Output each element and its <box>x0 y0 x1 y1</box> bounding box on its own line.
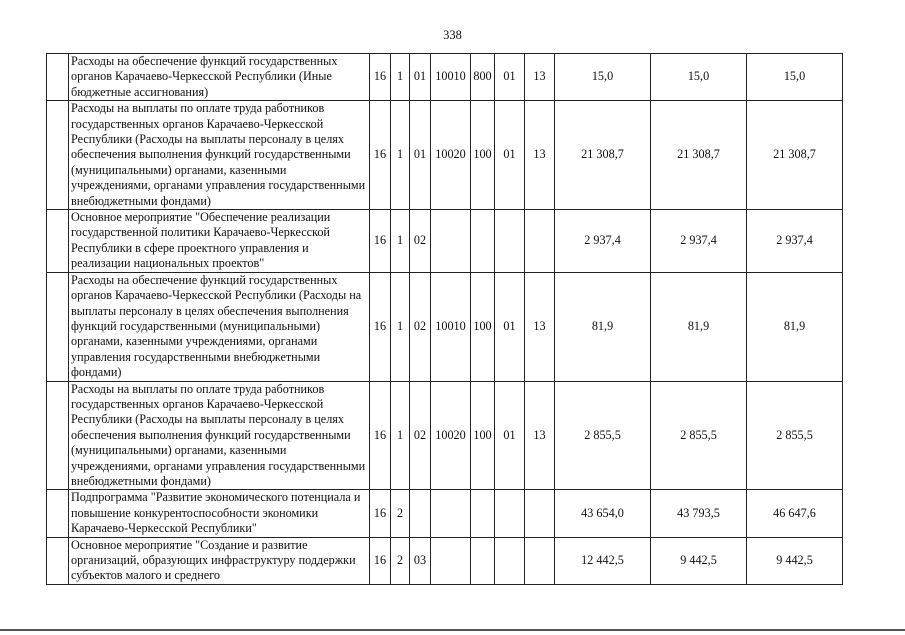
amount-cell-v1: 12 442,5 <box>555 537 651 584</box>
description-cell: Подпрограмма "Развитие экономического потенциала и повышение конкурентоспособности экономики Карачаево-Черкесской Республики" <box>69 490 370 537</box>
code-cell-c6 <box>495 210 525 273</box>
blank-cell <box>47 101 69 210</box>
code-cell-c7 <box>525 537 555 584</box>
code-cell-c3: 02 <box>410 272 431 381</box>
amount-cell-v1: 43 654,0 <box>555 490 651 537</box>
code-cell-c1: 16 <box>370 537 391 584</box>
code-cell-c5: 100 <box>471 381 495 490</box>
code-cell-c2: 2 <box>391 537 410 584</box>
amount-cell-v3: 2 855,5 <box>747 381 843 490</box>
bottom-rule <box>0 629 905 631</box>
code-cell-c4 <box>431 210 471 273</box>
amount-cell-v3: 15,0 <box>747 54 843 101</box>
code-cell-c3 <box>410 490 431 537</box>
code-cell-c2: 1 <box>391 54 410 101</box>
code-cell-c2: 1 <box>391 101 410 210</box>
code-cell-c6: 01 <box>495 101 525 210</box>
code-cell-c4 <box>431 490 471 537</box>
description-cell: Расходы на выплаты по оплате труда работников государственных органов Карачаево-Черкесской Республики (Расходы на выплаты персоналу в целях обеспечения выполнения функций государственными (муниципальными) органами, казенными учреждениями, органами управления государственными внебюджетными фондами) <box>69 101 370 210</box>
code-cell-c2: 1 <box>391 272 410 381</box>
amount-cell-v2: 81,9 <box>651 272 747 381</box>
table-row <box>47 101 843 210</box>
table-row <box>47 54 843 101</box>
blank-cell <box>47 54 69 101</box>
table-row <box>47 490 843 537</box>
code-cell-c2: 2 <box>391 490 410 537</box>
code-cell-c1: 16 <box>370 381 391 490</box>
amount-cell-v3: 21 308,7 <box>747 101 843 210</box>
amount-cell-v2: 21 308,7 <box>651 101 747 210</box>
code-cell-c5: 800 <box>471 54 495 101</box>
amount-cell-v1: 21 308,7 <box>555 101 651 210</box>
code-cell-c6: 01 <box>495 272 525 381</box>
code-cell-c5 <box>471 490 495 537</box>
description-cell: Расходы на обеспечение функций государственных органов Карачаево-Черкесской Республики (Расходы на выплаты персоналу в целях обеспечения выполнения функций государственными (муниципальными) органами, казенными учреждениями, органами управления государственными внебюджетными фондами) <box>69 272 370 381</box>
code-cell-c6: 01 <box>495 54 525 101</box>
amount-cell-v3: 2 937,4 <box>747 210 843 273</box>
description-cell: Расходы на обеспечение функций государственных органов Карачаево-Черкесской Республики (Иные бюджетные ассигнования) <box>69 54 370 101</box>
code-cell-c7: 13 <box>525 381 555 490</box>
code-cell-c4: 10020 <box>431 101 471 210</box>
code-cell-c1: 16 <box>370 272 391 381</box>
code-cell-c3: 02 <box>410 210 431 273</box>
amount-cell-v2: 43 793,5 <box>651 490 747 537</box>
code-cell-c5 <box>471 210 495 273</box>
description-cell: Расходы на выплаты по оплате труда работников государственных органов Карачаево-Черкесской Республики (Расходы на выплаты персоналу в целях обеспечения выполнения функций государственными (муниципальными) органами, казенными учреждениями, органами управления государственными внебюджетными фондами) <box>69 381 370 490</box>
code-cell-c3: 03 <box>410 537 431 584</box>
blank-cell <box>47 272 69 381</box>
code-cell-c1: 16 <box>370 490 391 537</box>
budget-table <box>46 53 843 585</box>
code-cell-c6 <box>495 490 525 537</box>
amount-cell-v2: 9 442,5 <box>651 537 747 584</box>
code-cell-c3: 02 <box>410 381 431 490</box>
table-row <box>47 537 843 584</box>
table-row <box>47 272 843 381</box>
code-cell-c2: 1 <box>391 210 410 273</box>
description-cell: Основное мероприятие "Создание и развитие организаций, образующих инфраструктуру поддержки субъектов малого и среднего <box>69 537 370 584</box>
code-cell-c7 <box>525 490 555 537</box>
code-cell-c7: 13 <box>525 101 555 210</box>
amount-cell-v3: 46 647,6 <box>747 490 843 537</box>
amount-cell-v3: 9 442,5 <box>747 537 843 584</box>
code-cell-c3: 01 <box>410 101 431 210</box>
code-cell-c4: 10010 <box>431 272 471 381</box>
code-cell-c5 <box>471 537 495 584</box>
code-cell-c6: 01 <box>495 381 525 490</box>
blank-cell <box>47 490 69 537</box>
blank-cell <box>47 210 69 273</box>
table-row <box>47 381 843 490</box>
code-cell-c4: 10020 <box>431 381 471 490</box>
code-cell-c6 <box>495 537 525 584</box>
amount-cell-v1: 81,9 <box>555 272 651 381</box>
table-row <box>47 210 843 273</box>
amount-cell-v2: 2 855,5 <box>651 381 747 490</box>
code-cell-c1: 16 <box>370 54 391 101</box>
code-cell-c1: 16 <box>370 101 391 210</box>
code-cell-c5: 100 <box>471 101 495 210</box>
amount-cell-v1: 15,0 <box>555 54 651 101</box>
description-cell: Основное мероприятие "Обеспечение реализации государственной политики Карачаево-Черкесской Республики в сфере проектного управления и реализации национальных проектов" <box>69 210 370 273</box>
code-cell-c4: 10010 <box>431 54 471 101</box>
amount-cell-v2: 2 937,4 <box>651 210 747 273</box>
amount-cell-v1: 2 937,4 <box>555 210 651 273</box>
code-cell-c1: 16 <box>370 210 391 273</box>
code-cell-c2: 1 <box>391 381 410 490</box>
code-cell-c7: 13 <box>525 54 555 101</box>
code-cell-c3: 01 <box>410 54 431 101</box>
blank-cell <box>47 381 69 490</box>
code-cell-c7 <box>525 210 555 273</box>
code-cell-c7: 13 <box>525 272 555 381</box>
amount-cell-v3: 81,9 <box>747 272 843 381</box>
code-cell-c5: 100 <box>471 272 495 381</box>
page-number: 338 <box>443 28 462 42</box>
code-cell-c4 <box>431 537 471 584</box>
blank-cell <box>47 537 69 584</box>
amount-cell-v1: 2 855,5 <box>555 381 651 490</box>
amount-cell-v2: 15,0 <box>651 54 747 101</box>
